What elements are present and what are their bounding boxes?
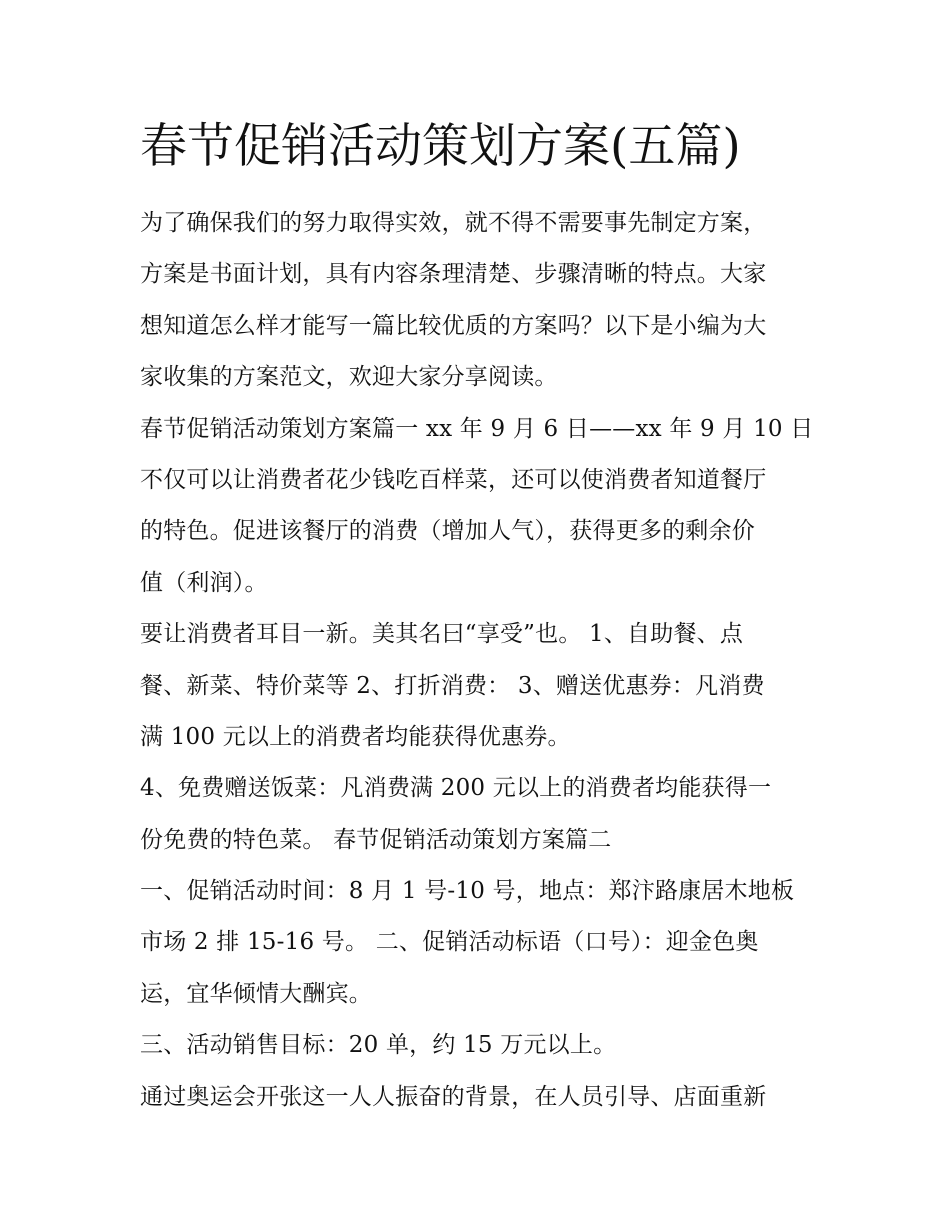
body-line: 4、免费赠送饭菜：凡消费满 200 元以上的消费者均能获得一 [140,775,772,802]
document-body [140,198,820,1123]
body-line: 餐、新菜、特价菜等 2、打折消费： 3、赠送优惠券：凡消费 [140,672,765,699]
body-line: 的特色。促进该餐厅的消费（增加人气），获得更多的剩余价 [140,518,755,545]
document-title: 春节促销活动策划方案(五篇) [140,119,741,174]
body-line: 方案是书面计划，具有内容条理清楚、步骤清晰的特点。大家 [140,261,767,288]
body-line: 家收集的方案范文，欢迎大家分享阅读。 [140,364,558,391]
body-line: 一、促销活动时间：8 月 1 号-10 号，地点：郑汴路康居木地板 [140,878,795,905]
body-line: 值（利润）。 [140,569,268,596]
body-line: 份免费的特色菜。 春节促销活动策划方案篇二 [140,826,612,853]
body-line: 想知道怎么样才能写一篇比较优质的方案吗？以下是小编为大 [140,312,767,339]
body-line: 要让消费者耳目一新。美其名曰“享受”也。 1、自助餐、点 [140,621,744,648]
body-line: 春节促销活动策划方案篇一 xx 年 9 月 6 日——xx 年 9 月 10 日 [140,415,814,442]
body-line: 不仅可以让消费者花少钱吃百样菜，还可以使消费者知道餐厅 [140,466,767,493]
body-line: 为了确保我们的努力取得实效，就不得不需要事先制定方案， [140,210,767,236]
body-line: 通过奥运会开张这一人人振奋的背景，在人员引导、店面重新 [140,1083,767,1110]
body-line: 市场 2 排 15-16 号。 二、促销活动标语（口号）：迎金色奥 [140,929,759,956]
body-line: 满 100 元以上的消费者均能获得优惠券。 [140,723,571,750]
body-line: 运，宜华倾情大酬宾。 [140,980,372,1007]
body-line: 三、活动销售目标：20 单，约 15 万元以上。 [140,1032,617,1059]
